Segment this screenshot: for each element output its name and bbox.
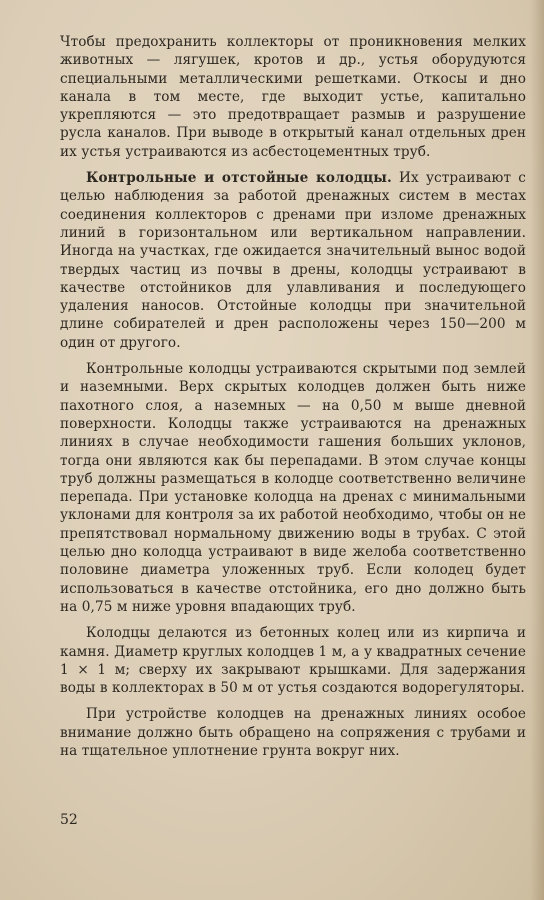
body-text [60, 33, 526, 760]
page-number: 52 [60, 812, 78, 828]
paragraph-5 [60, 705, 526, 760]
paragraph-5-text: При устройстве колодцев на дренажных линиях особое внимание должно быть обращено на сопряжения с трубами и на тщательное уплотнение грунта вокруг них. [60, 706, 526, 759]
paragraph-4-text: Колодцы делаются из бетонных колец или из кирпича и камня. Диаметр круглых колодцев 1 м, а у квадратных сечение 1 × 1 м; сверху их закрывают крышками. Для задержания воды в коллекторах в 50 м от устья создаются водорегуляторы. [60, 625, 526, 697]
paragraph-2 [60, 169, 526, 352]
page-edge-shadow [530, 0, 544, 900]
paragraph-4 [60, 624, 526, 697]
paragraph-2-text: Их устраивают с целью наблюдения за работой дренажных систем в местах соединения коллекторов с дренами при изломе дренажных линий в горизонтальном или вертикальном направлении. Иногда на участках, где ожидается значительный вынос водой твердых частиц из почвы в дрены, колодцы устраивают в качестве отстойников для улавливания и последующего удаления наносов. Отстойные колодцы при значительной длине собирателей и дрен расположены через 150—200 м один от другого. [60, 170, 526, 351]
paragraph-1 [60, 33, 526, 161]
paragraph-3-text: Контрольные колодцы устраиваются скрытыми под землей и наземными. Верх скрытых колодцев должен быть ниже пахотного слоя, а наземных — на 0,50 м выше дневной поверхности. Колодцы также устраиваются на дренажных линиях в случае необходимости гашения больших уклонов, тогда они являются как бы перепадами. В этом случае концы труб должны размещаться в колодце соответственно величине перепада. При установке колодца на дренах с минимальными уклонами для контроля за их работой необходимо, чтобы он не препятствовал нормальному движению воды в трубах. С этой целью дно колодца устраивают в виде желоба соответственно половине диаметра уложенных труб. Если колодец будет использоваться в качестве отстойника, его дно должно быть на 0,75 м ниже уровня впадающих труб. [60, 361, 526, 615]
paragraph-1-text: Чтобы предохранить коллекторы от проникновения мелких животных — лягушек, кротов и др., устья оборудуются специальными металлическими решетками. Откосы и дно канала в том месте, где выходит устье, капитально укрепляются — это предотвращает размыв и разрушение русла каналов. При выводе в открытый канал отдельных дрен их устья устраиваются из асбестоцементных труб. [60, 34, 526, 160]
section-heading: Контрольные и отстойные колодцы. [86, 170, 392, 187]
paragraph-3 [60, 360, 526, 616]
